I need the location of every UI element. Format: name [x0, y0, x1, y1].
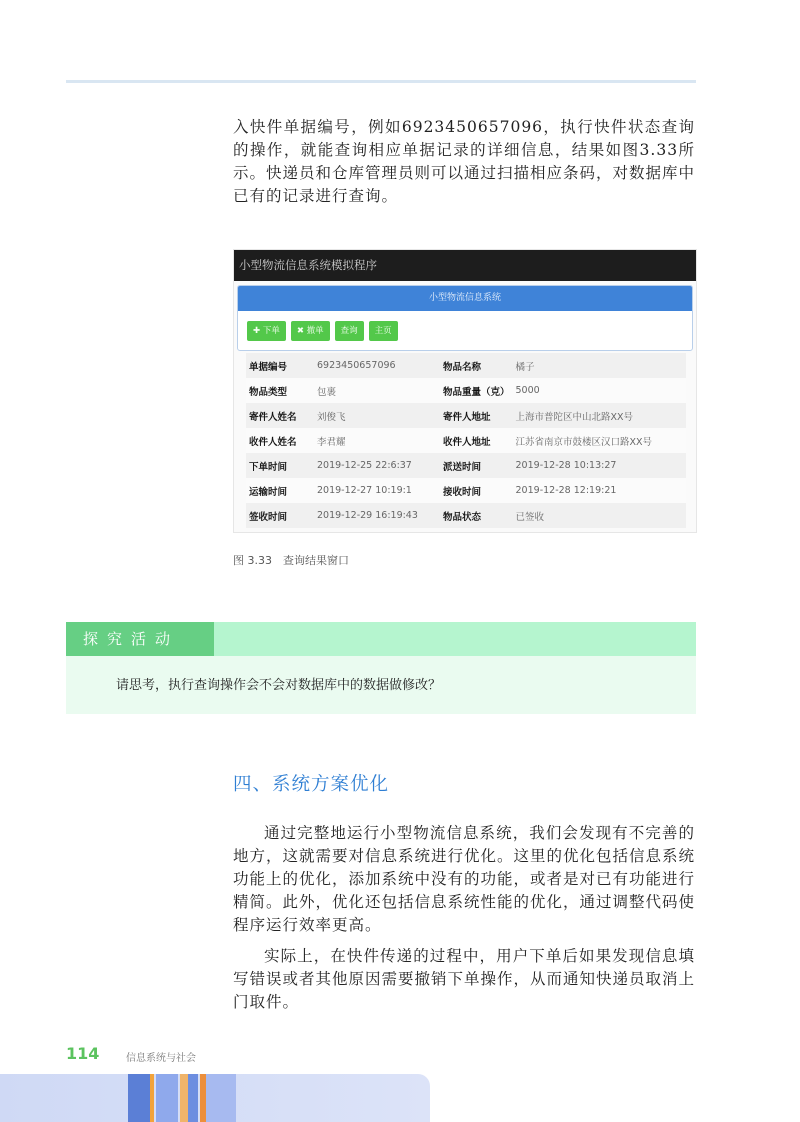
table-row — [246, 428, 686, 453]
field-value: 橘子 — [513, 353, 686, 378]
activity-header — [66, 622, 696, 656]
table-row — [246, 403, 686, 428]
field-value: 上海市普陀区中山北路XX号 — [513, 403, 686, 428]
field-label: 物品重量（克） — [440, 378, 513, 403]
header-rule — [66, 80, 696, 83]
field-value: 刘俊飞 — [314, 403, 440, 428]
field-value: 2019-12-29 16:19:43 — [314, 503, 440, 528]
band-stripe — [206, 1074, 236, 1122]
band-stripe — [180, 1074, 188, 1122]
table-row — [246, 353, 686, 378]
figure-caption: 图 3.33 查询结果窗口 — [233, 554, 349, 567]
band-stripe — [150, 1074, 154, 1122]
cancel-order-button[interactable]: ✖ 撤单 — [291, 321, 330, 341]
field-label: 派送时间 — [440, 453, 513, 478]
activity-question: 请思考，执行查询操作会不会对数据库中的数据做修改？ — [116, 678, 442, 693]
field-value: 6923450657096 — [314, 353, 440, 378]
query-button[interactable]: 查询 — [335, 321, 364, 341]
band-stripe — [156, 1074, 178, 1122]
panel-title: 小型物流信息系统 — [238, 286, 692, 311]
field-label: 收件人地址 — [440, 428, 513, 453]
table-row — [246, 478, 686, 503]
table-row — [246, 453, 686, 478]
field-value: 包裹 — [314, 378, 440, 403]
field-label: 收件人姓名 — [246, 428, 314, 453]
field-value: 李君耀 — [314, 428, 440, 453]
field-label: 签收时间 — [246, 503, 314, 528]
field-value: 5000 — [513, 378, 686, 403]
home-button[interactable]: 主页 — [369, 321, 398, 341]
body-paragraph-2: 实际上，在快件传递的过程中，用户下单后如果发现信息填写错误或者其他原因需要撤销下单操作，从而通知快递员取消上门取件。 — [233, 947, 696, 1011]
field-value: 2019-12-28 12:19:21 — [513, 478, 686, 503]
field-label: 寄件人地址 — [440, 403, 513, 428]
footer-band — [0, 1074, 430, 1122]
table-row — [246, 503, 686, 528]
field-label: 运输时间 — [246, 478, 314, 503]
band-stripe — [128, 1074, 150, 1122]
activity-label: 探究活动 — [66, 622, 214, 656]
field-label: 物品名称 — [440, 353, 513, 378]
field-value: 江苏省南京市鼓楼区汉口路XX号 — [513, 428, 686, 453]
record-table — [246, 353, 686, 528]
field-value: 已签收 — [513, 503, 686, 528]
table-row — [246, 378, 686, 403]
intro-paragraph: 入快件单据编号，例如6923450657096，执行快件状态查询的操作，就能查询相应单据记录的详细信息，结果如图3.33所示。快递员和仓库管理员则可以通过扫描相应条码，对数据库中已有的记录进行查询。 — [233, 118, 696, 205]
query-result-window — [233, 249, 697, 533]
activity-box — [66, 656, 696, 714]
field-label: 接收时间 — [440, 478, 513, 503]
field-value: 2019-12-28 10:13:27 — [513, 453, 686, 478]
window-titlebar: 小型物流信息系统模拟程序 — [234, 250, 696, 281]
order-button[interactable]: ✚ 下单 — [247, 321, 286, 341]
page-number: 114 — [66, 1044, 100, 1063]
field-label: 物品状态 — [440, 503, 513, 528]
field-label: 物品类型 — [246, 378, 314, 403]
field-value: 2019-12-25 22:6:37 — [314, 453, 440, 478]
field-label: 寄件人姓名 — [246, 403, 314, 428]
system-panel — [237, 285, 693, 351]
band-stripe — [188, 1074, 198, 1122]
section-title: 四、系统方案优化 — [233, 774, 390, 795]
field-label: 下单时间 — [246, 453, 314, 478]
book-title: 信息系统与社会 — [126, 1053, 196, 1064]
body-paragraph-1: 通过完整地运行小型物流信息系统，我们会发现有不完善的地方，这就需要对信息系统进行优化。这里的优化包括信息系统功能上的优化，添加系统中没有的功能，或者是对已有功能进行精简。此外，优化还包括信息系统性能的优化，通过调整代码使程序运行效率更高。 — [233, 824, 696, 934]
field-value: 2019-12-27 10:19:1 — [314, 478, 440, 503]
field-label: 单据编号 — [246, 353, 314, 378]
toolbar — [247, 321, 398, 341]
